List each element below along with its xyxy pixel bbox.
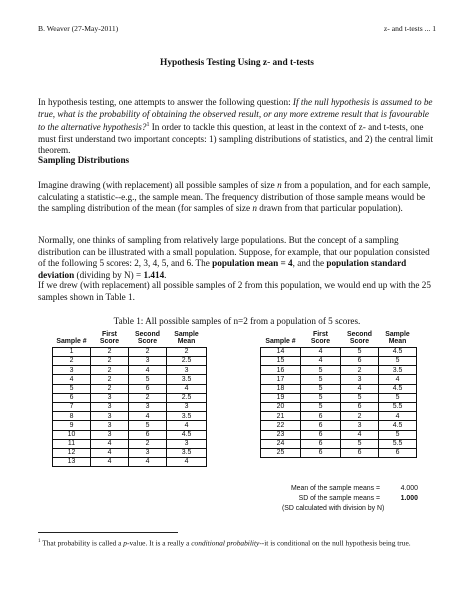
footnote-divider <box>38 532 178 533</box>
cell-sample-mean: 3 <box>167 402 207 411</box>
cell-sample-mean: 5 <box>379 357 417 366</box>
cell-second-score: 3 <box>129 357 167 366</box>
cell-second-score: 2 <box>129 393 167 402</box>
cell-sample-number: 8 <box>53 412 91 421</box>
cell-first-score: 4 <box>301 347 341 356</box>
cell-sample-number: 12 <box>53 448 91 457</box>
header-second-score: Second Score <box>135 331 160 346</box>
table-row <box>53 366 207 375</box>
footnote-text-e: --it is conditional on the null hypothesis being true. <box>259 538 411 548</box>
cell-second-score: 6 <box>341 357 379 366</box>
footnote <box>38 537 438 547</box>
cell-sample-mean: 5 <box>379 430 417 439</box>
cell-sample-number: 16 <box>261 366 301 375</box>
table-row <box>53 393 207 402</box>
table-row <box>261 357 417 366</box>
header-first-score: First Score <box>310 331 331 346</box>
cell-first-score: 5 <box>301 366 341 375</box>
cell-sample-number: 10 <box>53 430 91 439</box>
cell-second-score: 6 <box>341 402 379 411</box>
cell-second-score: 4 <box>341 384 379 393</box>
para2-text-b: from a population, and for each sample, calculating a statistic--e.g., the sample mean. The frequency distribution of those sample means would be the sampling distribution of the mean (for samples of size <box>38 180 431 214</box>
cell-second-score: 6 <box>341 448 379 457</box>
cell-sample-number: 13 <box>53 458 91 467</box>
cell-first-score: 2 <box>91 366 129 375</box>
footnote-mark: 1 <box>38 539 41 544</box>
cell-sample-mean: 4.5 <box>379 347 417 356</box>
cell-second-score: 5 <box>129 421 167 430</box>
table-row <box>261 421 417 430</box>
summary-mean-label: Mean of the sample means = <box>290 485 380 492</box>
cell-second-score: 4 <box>341 430 379 439</box>
header-sample-number: Sample # <box>56 338 87 346</box>
table-row <box>53 384 207 393</box>
para3-text-g: . <box>164 269 167 280</box>
running-header-left: B. Weaver (27-May-2011) <box>38 24 119 33</box>
cell-sample-number: 19 <box>261 393 301 402</box>
intro-question: If the null hypothesis is assumed to be true, what is the probability of obtaining the observed result, or any more extreme result that is favourable to the alternative hypothesis? <box>38 97 433 133</box>
paragraph-all-samples: If we drew (with replacement) all possible samples of 2 from this population, we would end up with the 25 samples shown in Table 1. <box>38 280 431 302</box>
cell-sample-number: 17 <box>261 375 301 384</box>
cell-sample-mean: 4 <box>167 384 207 393</box>
summary-sd-value: 1.000 <box>400 495 418 502</box>
cell-sample-mean: 5 <box>379 393 417 402</box>
cell-sample-number: 1 <box>53 347 91 356</box>
footnote-conditional-italic: conditional probability <box>191 538 260 548</box>
population-sd-value: 1.414 <box>143 269 165 280</box>
cell-first-score: 6 <box>301 439 341 448</box>
cell-first-score: 6 <box>301 448 341 457</box>
table-row <box>261 439 417 448</box>
cell-sample-mean: 3 <box>167 366 207 375</box>
cell-sample-mean: 3.5 <box>167 375 207 384</box>
cell-second-score: 6 <box>129 430 167 439</box>
table-row <box>53 421 207 430</box>
cell-first-score: 3 <box>91 412 129 421</box>
cell-first-score: 4 <box>91 448 129 457</box>
cell-second-score: 3 <box>341 421 379 430</box>
cell-second-score: 2 <box>341 412 379 421</box>
table-row <box>261 375 417 384</box>
cell-sample-mean: 2.5 <box>167 357 207 366</box>
cell-first-score: 2 <box>91 347 129 356</box>
table-header-row <box>261 331 417 347</box>
samples-table-left <box>52 331 207 467</box>
intro-text-1: In hypothesis testing, one attempts to answer the following question: <box>38 97 293 107</box>
footnote-p-italic: p <box>123 538 127 548</box>
cell-first-score: 6 <box>301 421 341 430</box>
summary-sd-line <box>262 495 432 502</box>
footnote-ref: 1 <box>146 122 150 129</box>
cell-sample-mean: 4 <box>167 458 207 467</box>
header-sample-mean: Sample Mean <box>385 331 410 346</box>
cell-first-score: 5 <box>301 402 341 411</box>
table-row <box>261 402 417 411</box>
cell-first-score: 2 <box>91 357 129 366</box>
cell-sample-number: 25 <box>261 448 301 457</box>
cell-first-score: 4 <box>91 439 129 448</box>
header-first-score: First Score <box>99 331 120 346</box>
header-sample-mean: Sample Mean <box>174 331 199 346</box>
cell-sample-mean: 4.5 <box>379 384 417 393</box>
cell-sample-number: 2 <box>53 357 91 366</box>
para2-n-italic-2: n <box>252 203 257 214</box>
cell-second-score: 5 <box>341 347 379 356</box>
para3-text-c: , and the <box>292 258 327 269</box>
header-second-score: Second Score <box>347 331 372 346</box>
cell-sample-number: 15 <box>261 357 301 366</box>
cell-sample-number: 14 <box>261 347 301 356</box>
cell-first-score: 6 <box>301 412 341 421</box>
table-row <box>261 448 417 457</box>
cell-sample-mean: 2.5 <box>167 393 207 402</box>
table-caption: Table 1: All possible samples of n=2 from a population of 5 scores. <box>113 316 361 326</box>
summary-mean-line <box>262 485 432 492</box>
cell-second-score: 5 <box>341 393 379 402</box>
cell-sample-mean: 5.5 <box>379 439 417 448</box>
cell-second-score: 4 <box>129 412 167 421</box>
paragraph-sampling-definition <box>38 180 438 215</box>
cell-first-score: 3 <box>91 430 129 439</box>
cell-sample-mean: 3.5 <box>379 366 417 375</box>
table-row <box>261 430 417 439</box>
table-row <box>53 375 207 384</box>
para2-text-c: drawn from that particular population). <box>256 203 403 214</box>
cell-sample-mean: 2 <box>167 347 207 356</box>
table-row <box>53 412 207 421</box>
cell-sample-mean: 4.5 <box>379 421 417 430</box>
table-row <box>53 439 207 448</box>
cell-sample-mean: 4 <box>167 421 207 430</box>
cell-sample-mean: 3 <box>167 439 207 448</box>
para3-text-a: Normally, one thinks of sampling from relatively large populations. But the concept of a sampling distribution can be illustrated with a small population. Suppose, for example, that our population consisted of the following 5 scores: 2, 3, 4, 5, and 6. The <box>38 235 430 269</box>
cell-sample-number: 20 <box>261 402 301 411</box>
cell-first-score: 4 <box>301 357 341 366</box>
table-row <box>53 448 207 457</box>
population-mean-bold: population mean = 4 <box>212 258 293 269</box>
cell-sample-number: 7 <box>53 402 91 411</box>
cell-second-score: 6 <box>129 384 167 393</box>
intro-paragraph <box>38 97 438 157</box>
para2-n-italic: n <box>277 180 282 190</box>
cell-second-score: 4 <box>129 366 167 375</box>
cell-first-score: 5 <box>301 375 341 384</box>
table-row <box>53 458 207 467</box>
cell-sample-number: 5 <box>53 384 91 393</box>
cell-sample-mean: 6 <box>379 448 417 457</box>
cell-sample-number: 22 <box>261 421 301 430</box>
cell-sample-mean: 4 <box>379 375 417 384</box>
cell-sample-mean: 5.5 <box>379 402 417 411</box>
cell-first-score: 3 <box>91 393 129 402</box>
table-row <box>53 402 207 411</box>
intro-text-2: In order to tackle this question, at least in the context of z- and t-tests, one must first understand two important concepts: 1) sampling distributions of statistics, and 2) the central limit theorem. <box>38 122 433 156</box>
cell-first-score: 5 <box>301 393 341 402</box>
population-sd-bold: population standard deviation <box>38 258 407 280</box>
cell-sample-number: 3 <box>53 366 91 375</box>
cell-second-score: 3 <box>341 375 379 384</box>
cell-sample-mean: 3.5 <box>167 412 207 421</box>
cell-sample-number: 23 <box>261 430 301 439</box>
cell-sample-number: 11 <box>53 439 91 448</box>
document-title: Hypothesis Testing Using z- and t-tests <box>160 58 314 68</box>
cell-sample-mean: 4.5 <box>167 430 207 439</box>
table-row <box>261 412 417 421</box>
table-row <box>53 347 207 356</box>
summary-note: (SD calculated with division by N) <box>282 505 385 512</box>
cell-sample-number: 18 <box>261 384 301 393</box>
footnote-text-a: That probability is called a <box>40 538 124 548</box>
cell-sample-number: 4 <box>53 375 91 384</box>
cell-second-score: 5 <box>129 375 167 384</box>
cell-first-score: 3 <box>91 421 129 430</box>
para3-text-e: (dividing by N) = <box>74 269 144 280</box>
cell-second-score: 4 <box>129 458 167 467</box>
cell-second-score: 5 <box>341 439 379 448</box>
cell-sample-number: 6 <box>53 393 91 402</box>
cell-second-score: 2 <box>129 347 167 356</box>
running-header-right: z- and t-tests ... 1 <box>383 24 436 33</box>
table-header-row <box>53 331 207 347</box>
summary-sd-label: SD of the sample means = <box>298 495 380 502</box>
cell-first-score: 5 <box>301 384 341 393</box>
paragraph-small-population <box>38 235 438 281</box>
para2-text-a: Imagine drawing (with replacement) all possible samples of size <box>38 180 278 190</box>
cell-second-score: 2 <box>341 366 379 375</box>
cell-second-score: 3 <box>129 448 167 457</box>
cell-first-score: 6 <box>301 430 341 439</box>
summary-mean-value: 4.000 <box>400 485 418 492</box>
cell-first-score: 2 <box>91 384 129 393</box>
cell-first-score: 2 <box>91 375 129 384</box>
header-sample-number: Sample # <box>265 338 296 346</box>
cell-second-score: 2 <box>129 439 167 448</box>
table-row <box>53 357 207 366</box>
cell-sample-mean: 3.5 <box>167 448 207 457</box>
section-heading: Sampling Distributions <box>38 155 130 165</box>
cell-sample-mean: 4 <box>379 412 417 421</box>
table-row <box>53 430 207 439</box>
cell-second-score: 3 <box>129 402 167 411</box>
cell-first-score: 3 <box>91 402 129 411</box>
cell-first-score: 4 <box>91 458 129 467</box>
table-row <box>261 347 417 356</box>
cell-sample-number: 24 <box>261 439 301 448</box>
table-row <box>261 366 417 375</box>
table-row <box>261 384 417 393</box>
cell-sample-number: 21 <box>261 412 301 421</box>
table-row <box>261 393 417 402</box>
footnote-text-c: -value. It is a really a <box>126 538 192 548</box>
samples-table-right <box>260 331 417 458</box>
cell-sample-number: 9 <box>53 421 91 430</box>
